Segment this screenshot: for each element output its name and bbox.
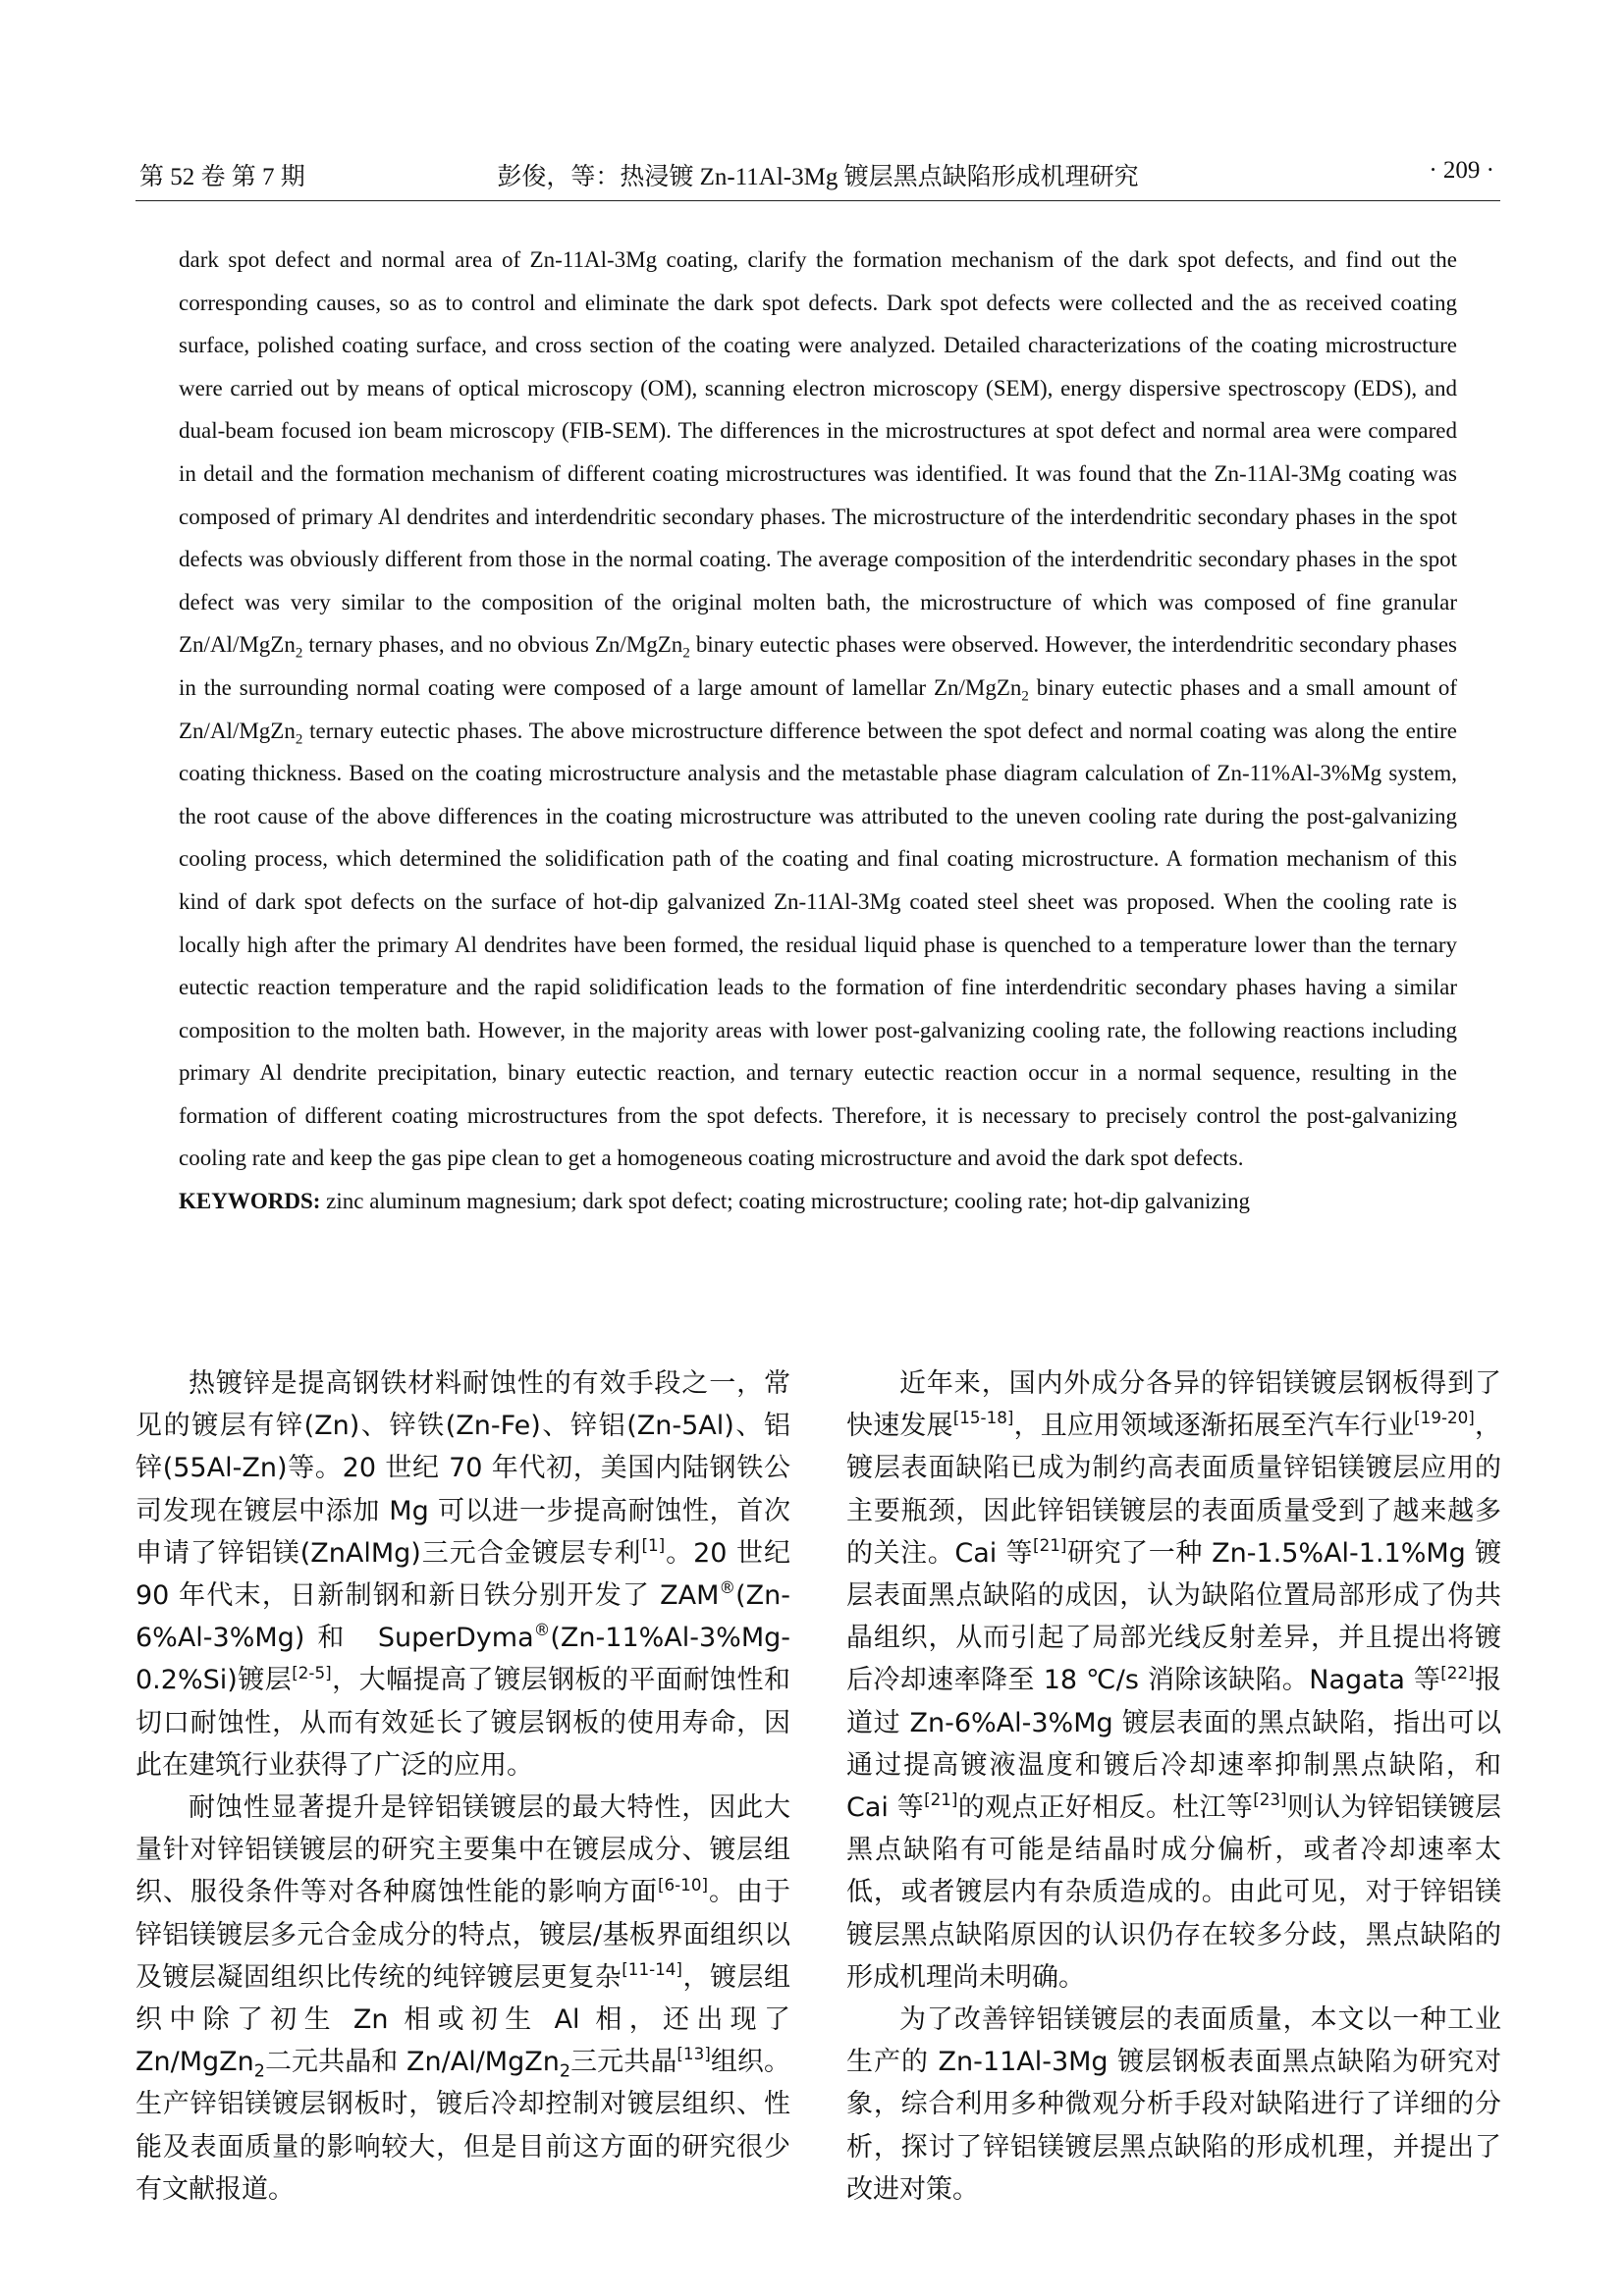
citation[interactable]: [11-14] bbox=[622, 1959, 682, 1980]
citation[interactable]: [6-10] bbox=[657, 1874, 709, 1895]
citation[interactable]: [15-18] bbox=[952, 1408, 1014, 1428]
page-number: · 209 · bbox=[1429, 157, 1494, 184]
citation[interactable]: [1] bbox=[641, 1534, 666, 1555]
english-abstract bbox=[179, 239, 1457, 1223]
paragraph: 热镀锌是提高钢铁材料耐蚀性的有效手段之一，常见的镀层有锌(Zn)、锌铁(Zn-Fe)、锌铝(Zn-5Al)、铝锌(55Al-Zn)等。20 世纪 70 年代初，美国内陆钢铁公司发现在镀层中添加 Mg 可以进一步提高耐蚀性，首次申请了锌铝镁(ZnAlMg)三元合金镀层专利[1]。20 世纪 90 年代末，日新制钢和新日铁分别开发了 ZAM®(Zn-6%Al-3%Mg)和 SuperDyma®(Zn-11%Al-3%Mg-0.2%Si)镀层[2-5]，大幅提高了镀层钢板的平面耐蚀性和切口耐蚀性，从而有效延长了镀层钢板的使用寿命，因此在建筑行业获得了广泛的应用。 bbox=[135, 1368, 790, 1781]
keywords: KEYWORDS: zinc aluminum magnesium; dark spot defect; coating microstructure; cooling rate; hot-dip galvanizing bbox=[179, 1189, 1250, 1214]
citation[interactable]: [19-20] bbox=[1414, 1408, 1475, 1428]
citation[interactable]: [2-5] bbox=[292, 1662, 332, 1682]
left-column bbox=[135, 1362, 790, 2211]
citation[interactable]: [13] bbox=[677, 2044, 711, 2064]
abstract-text: dark spot defect and normal area of Zn-11Al-3Mg coating, clarify the formation mechanism of the dark spot defects, and find out the corresponding causes, so as to control and eliminate the dark spot defects. Dark spot defects were collected and the as received coating surface, polished coating surface, and cross section of the coating were analyzed. Detailed characterizations of the coating microstructure were carried out by means of optical microscopy (OM), scanning electron microscopy (SEM), energy dispersive spectroscopy (EDS), and dual-beam focused ion beam microscopy (FIB-SEM). The differences in the microstructures at spot defect and normal area were compared in detail and the formation mechanism of different coating microstructures was identified. It was found that the Zn-11Al-3Mg coating was composed of primary Al dendrites and interdendritic secondary phases. The microstructure of the interdendritic secondary phases in the spot defects was obviously different from those in the normal coating. The average composition of the interdendritic secondary phases in the spot defect was very similar to the composition of the original molten bath, the microstructure of which was composed of fine granular Zn/Al/MgZn$_2$ ternary phases, and no obvious Zn/MgZn$_2$ binary eutectic phases were observed. However, the interdendritic secondary phases in the surrounding normal coating were composed of a large amount of lamellar Zn/MgZn$_2$ binary eutectic phases and a small amount of Zn/Al/MgZn$_2$ ternary eutectic phases. The above microstructure difference between the spot defect and normal coating was along the entire coating thickness. Based on the coating microstructure analysis and the metastable phase diagram calculation of Zn-11%Al-3%Mg system, the root cause of the above differences in the coating microstructure was attributed to the uneven cooling rate during the post-galvanizing cooling process, which determined the solidification path of the coating and final coating microstructure. A formation mechanism of this kind of dark spot defects on the surface of hot-dip galvanized Zn-11Al-3Mg coated steel sheet was proposed. When the cooling rate is locally high after the primary Al dendrites have been formed, the residual liquid phase is quenched to a temperature lower than the ternary eutectic reaction temperature and the rapid solidification leads to the formation of fine interdendritic secondary phases having a similar composition to the molten bath. However, in the majority areas with lower post-galvanizing cooling rate, the following reactions including primary Al dendrite precipitation, binary eutectic reaction, and ternary eutectic reaction occur in a normal sequence, resulting in the formation of different coating microstructures from the spot defects. Therefore, it is necessary to precisely control the post-galvanizing cooling rate and keep the gas pipe clean to get a homogeneous coating microstructure and avoid the dark spot defects. bbox=[179, 247, 1458, 1171]
citation[interactable]: [21] bbox=[1033, 1534, 1067, 1555]
running-header bbox=[135, 149, 1500, 196]
paragraph: 耐蚀性显著提升是锌铝镁镀层的最大特性，因此大量针对锌铝镁镀层的研究主要集中在镀层成分、镀层组织、服役条件等对各种腐蚀性能的影响方面[6-10]。由于锌铝镁镀层多元合金成分的特点，镀层/基板界面组织以及镀层凝固组织比传统的纯锌镀层更复杂[11-14]，镀层组织中除了初生 Zn 相或初生 Al 相，还出现了 Zn/MgZn$_2$二元共晶和 Zn/Al/MgZn$_2$三元共晶[13]组织。生产锌铝镁镀层钢板时，镀后冷却控制对镀层组织、性能及表面质量的影响较大，但是目前这方面的研究很少有文献报道。 bbox=[135, 1792, 791, 2205]
citation[interactable]: [23] bbox=[1253, 1789, 1287, 1810]
keywords-label: KEYWORDS: bbox=[179, 1189, 321, 1214]
citation[interactable]: [22] bbox=[1440, 1662, 1475, 1682]
paragraph: 近年来，国内外成分各异的锌铝镁镀层钢板得到了快速发展[15-18]，且应用领域逐渐拓展至汽车行业[19-20]，镀层表面缺陷已成为制约高表面质量锌铝镁镀层应用的主要瓶颈，因此锌铝镁镀层的表面质量受到了越来越多的关注。Cai 等[21]研究了一种 Zn-1.5%Al-1.1%Mg 镀层表面黑点缺陷的成因，认为缺陷位置局部形成了伪共晶组织，从而引起了局部光线反射差异，并且提出将镀后冷却速率降至 18 ℃/s 消除该缺陷。Nagata 等[22]报道过 Zn-6%Al-3%Mg 镀层表面的黑点缺陷，指出可以通过提高镀液温度和镀后冷却速率抑制黑点缺陷，和 Cai 等[21]的观点正好相反。杜江等[23]则认为锌铝镁镀层黑点缺陷有可能是结晶时成分偏析，或者冷却速率太低，或者镀层内有杂质造成的。由此可见，对于锌铝镁镀层黑点缺陷原因的认识仍存在较多分歧，黑点缺陷的形成机理尚未明确。 bbox=[846, 1368, 1502, 1993]
citation[interactable]: [21] bbox=[924, 1789, 958, 1810]
paragraph: 为了改善锌铝镁镀层的表面质量，本文以一种工业生产的 Zn-11Al-3Mg 镀层钢板表面黑点缺陷为研究对象，综合利用多种微观分析手段对缺陷进行了详细的分析，探讨了锌铝镁镀层黑点缺陷的形成机理，并提出了改进对策。 bbox=[846, 2004, 1501, 2205]
volume-issue: 第 52 卷 第 7 期 bbox=[139, 164, 305, 190]
running-title: 彭俊，等：热浸镀 Zn-11Al-3Mg 镀层黑点缺陷形成机理研究 bbox=[497, 164, 1139, 190]
header-rule bbox=[135, 200, 1500, 201]
right-column bbox=[846, 1362, 1501, 2211]
